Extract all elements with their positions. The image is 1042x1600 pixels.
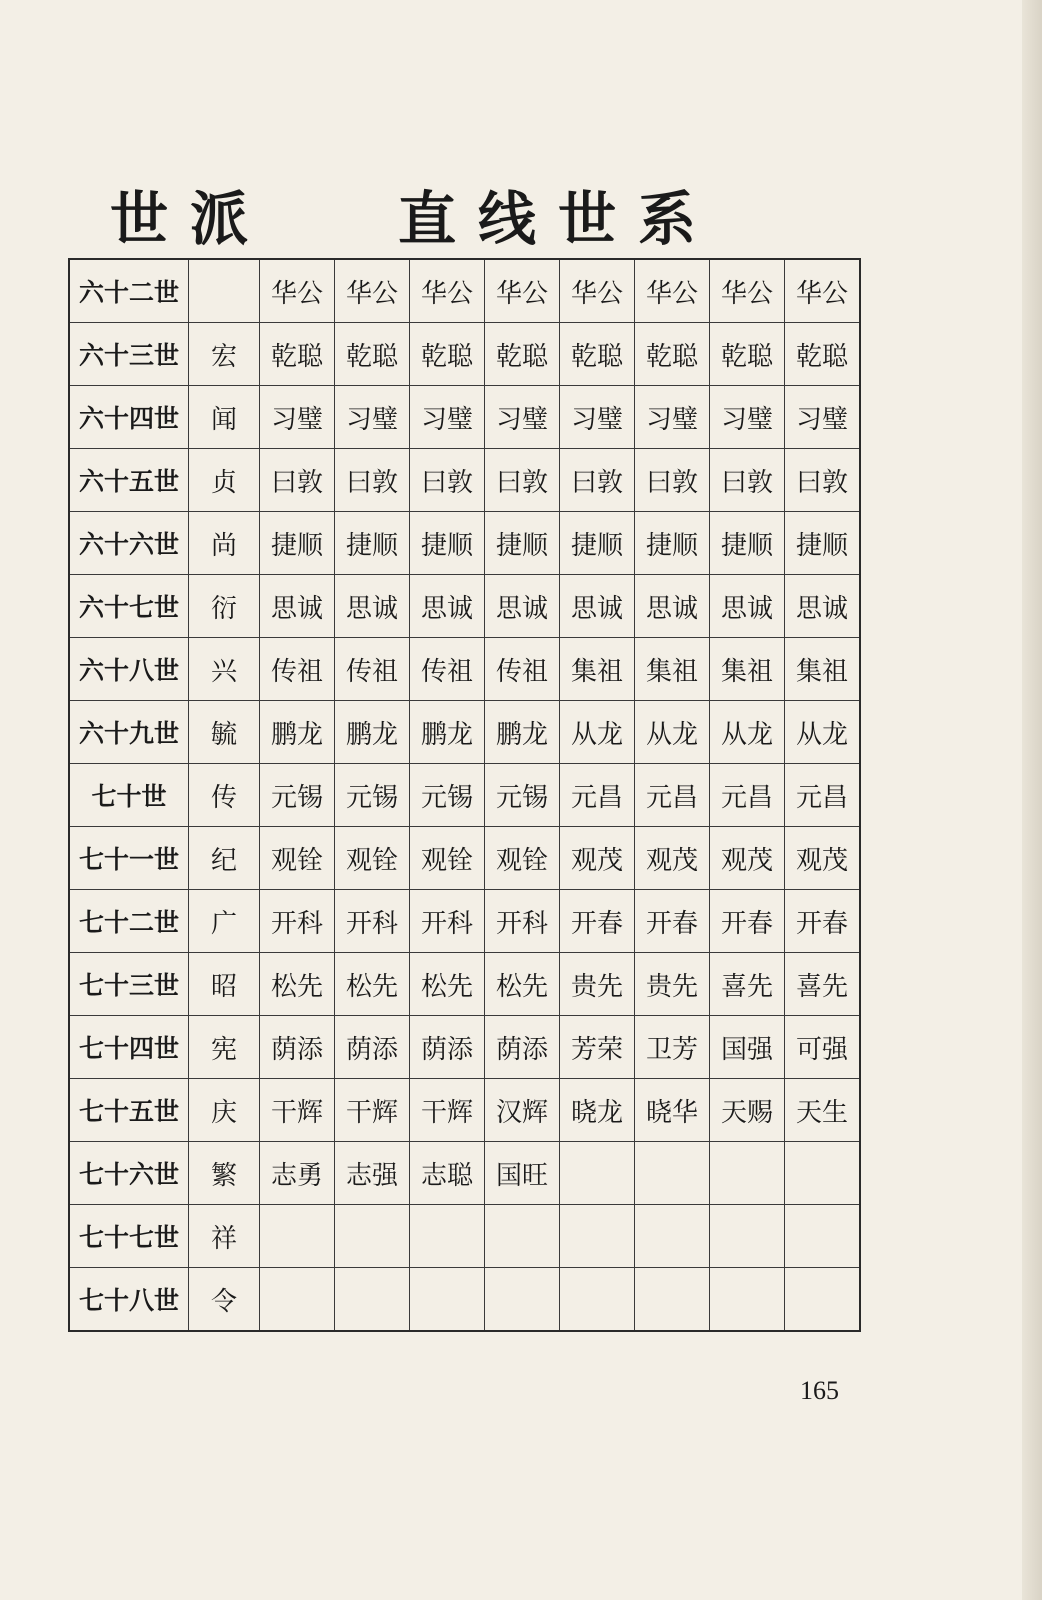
name-cell: 晓华 bbox=[635, 1079, 710, 1142]
name-cell: 从龙 bbox=[710, 701, 785, 764]
name-cell bbox=[335, 1268, 410, 1332]
name-cell: 捷顺 bbox=[485, 512, 560, 575]
name-cell: 天赐 bbox=[710, 1079, 785, 1142]
table-row bbox=[69, 323, 860, 386]
name-cell: 习璧 bbox=[410, 386, 485, 449]
name-cell: 元昌 bbox=[560, 764, 635, 827]
name-cell: 曰敦 bbox=[410, 449, 485, 512]
name-cell: 贵先 bbox=[560, 953, 635, 1016]
name-cell: 开春 bbox=[560, 890, 635, 953]
generation-cell: 六十八世 bbox=[69, 638, 189, 701]
table-row bbox=[69, 449, 860, 512]
page-title: 直线世系 bbox=[398, 185, 719, 253]
name-cell: 习璧 bbox=[485, 386, 560, 449]
name-cell: 捷顺 bbox=[410, 512, 485, 575]
pai-character-cell: 衍 bbox=[189, 575, 260, 638]
name-cell bbox=[260, 1205, 335, 1268]
name-cell: 开科 bbox=[260, 890, 335, 953]
name-cell: 华公 bbox=[635, 259, 710, 323]
name-cell: 华公 bbox=[785, 259, 861, 323]
name-cell: 卫芳 bbox=[635, 1016, 710, 1079]
table-row bbox=[69, 512, 860, 575]
table-row bbox=[69, 386, 860, 449]
name-cell: 喜先 bbox=[785, 953, 861, 1016]
lineage-table bbox=[68, 258, 861, 1332]
pai-character-cell: 传 bbox=[189, 764, 260, 827]
name-cell: 可强 bbox=[785, 1016, 861, 1079]
generation-cell: 七十六世 bbox=[69, 1142, 189, 1205]
name-cell: 鹏龙 bbox=[410, 701, 485, 764]
name-cell: 开科 bbox=[410, 890, 485, 953]
name-cell bbox=[635, 1205, 710, 1268]
name-cell bbox=[635, 1142, 710, 1205]
name-cell: 松先 bbox=[335, 953, 410, 1016]
page-number: 165 bbox=[800, 1376, 839, 1405]
name-cell: 乾聪 bbox=[485, 323, 560, 386]
generation-cell: 六十二世 bbox=[69, 259, 189, 323]
name-cell bbox=[785, 1268, 861, 1332]
name-cell: 乾聪 bbox=[710, 323, 785, 386]
name-cell: 松先 bbox=[410, 953, 485, 1016]
pai-character-cell: 令 bbox=[189, 1268, 260, 1332]
name-cell: 观茂 bbox=[560, 827, 635, 890]
table-row bbox=[69, 1142, 860, 1205]
name-cell bbox=[785, 1205, 861, 1268]
generation-cell: 六十九世 bbox=[69, 701, 189, 764]
name-cell bbox=[560, 1268, 635, 1332]
name-cell: 捷顺 bbox=[635, 512, 710, 575]
name-cell: 志勇 bbox=[260, 1142, 335, 1205]
name-cell bbox=[710, 1142, 785, 1205]
name-cell: 芳荣 bbox=[560, 1016, 635, 1079]
name-cell: 松先 bbox=[260, 953, 335, 1016]
name-cell: 观铨 bbox=[485, 827, 560, 890]
pai-character-cell: 闻 bbox=[189, 386, 260, 449]
name-cell: 干辉 bbox=[335, 1079, 410, 1142]
name-cell: 乾聪 bbox=[335, 323, 410, 386]
name-cell: 捷顺 bbox=[710, 512, 785, 575]
name-cell: 华公 bbox=[485, 259, 560, 323]
name-cell: 集祖 bbox=[560, 638, 635, 701]
name-cell: 元锡 bbox=[410, 764, 485, 827]
pai-character-cell: 宪 bbox=[189, 1016, 260, 1079]
name-cell: 开春 bbox=[635, 890, 710, 953]
generation-cell: 七十三世 bbox=[69, 953, 189, 1016]
name-cell: 松先 bbox=[485, 953, 560, 1016]
name-cell bbox=[410, 1268, 485, 1332]
name-cell: 干辉 bbox=[410, 1079, 485, 1142]
name-cell: 志强 bbox=[335, 1142, 410, 1205]
name-cell bbox=[560, 1142, 635, 1205]
name-cell: 观铨 bbox=[335, 827, 410, 890]
table-row bbox=[69, 259, 860, 323]
pai-character-cell: 祥 bbox=[189, 1205, 260, 1268]
section-title: 世派 bbox=[110, 185, 271, 253]
name-cell: 曰敦 bbox=[335, 449, 410, 512]
name-cell: 乾聪 bbox=[560, 323, 635, 386]
pai-character-cell: 兴 bbox=[189, 638, 260, 701]
name-cell: 国旺 bbox=[485, 1142, 560, 1205]
name-cell: 集祖 bbox=[710, 638, 785, 701]
name-cell: 荫添 bbox=[335, 1016, 410, 1079]
pai-character-cell bbox=[189, 259, 260, 323]
name-cell: 华公 bbox=[260, 259, 335, 323]
name-cell: 乾聪 bbox=[635, 323, 710, 386]
name-cell: 乾聪 bbox=[785, 323, 861, 386]
name-cell: 曰敦 bbox=[785, 449, 861, 512]
table-row bbox=[69, 1268, 860, 1332]
generation-cell: 六十四世 bbox=[69, 386, 189, 449]
name-cell: 捷顺 bbox=[785, 512, 861, 575]
name-cell: 乾聪 bbox=[410, 323, 485, 386]
name-cell: 开科 bbox=[335, 890, 410, 953]
name-cell: 国强 bbox=[710, 1016, 785, 1079]
generation-cell: 七十五世 bbox=[69, 1079, 189, 1142]
name-cell: 荫添 bbox=[260, 1016, 335, 1079]
name-cell: 从龙 bbox=[635, 701, 710, 764]
table-row bbox=[69, 1205, 860, 1268]
name-cell: 乾聪 bbox=[260, 323, 335, 386]
name-cell: 华公 bbox=[560, 259, 635, 323]
generation-cell: 六十三世 bbox=[69, 323, 189, 386]
page-edge bbox=[1022, 0, 1042, 1600]
pai-character-cell: 宏 bbox=[189, 323, 260, 386]
table-row bbox=[69, 575, 860, 638]
name-cell: 曰敦 bbox=[260, 449, 335, 512]
name-cell: 鹏龙 bbox=[335, 701, 410, 764]
name-cell: 习璧 bbox=[335, 386, 410, 449]
pai-character-cell: 繁 bbox=[189, 1142, 260, 1205]
generation-cell: 七十八世 bbox=[69, 1268, 189, 1332]
table-row bbox=[69, 764, 860, 827]
name-cell: 曰敦 bbox=[710, 449, 785, 512]
name-cell: 传祖 bbox=[410, 638, 485, 701]
name-cell: 天生 bbox=[785, 1079, 861, 1142]
name-cell bbox=[410, 1205, 485, 1268]
name-cell: 捷顺 bbox=[335, 512, 410, 575]
name-cell bbox=[710, 1205, 785, 1268]
name-cell: 集祖 bbox=[635, 638, 710, 701]
pai-character-cell: 尚 bbox=[189, 512, 260, 575]
generation-cell: 七十四世 bbox=[69, 1016, 189, 1079]
name-cell: 习璧 bbox=[560, 386, 635, 449]
name-cell: 集祖 bbox=[785, 638, 861, 701]
name-cell: 荫添 bbox=[485, 1016, 560, 1079]
name-cell: 元昌 bbox=[785, 764, 861, 827]
name-cell bbox=[260, 1268, 335, 1332]
name-cell: 干辉 bbox=[260, 1079, 335, 1142]
name-cell bbox=[785, 1142, 861, 1205]
pai-character-cell: 昭 bbox=[189, 953, 260, 1016]
name-cell: 思诚 bbox=[560, 575, 635, 638]
generation-cell: 七十世 bbox=[69, 764, 189, 827]
name-cell: 思诚 bbox=[260, 575, 335, 638]
name-cell: 鹏龙 bbox=[260, 701, 335, 764]
table-row bbox=[69, 890, 860, 953]
table-row bbox=[69, 1079, 860, 1142]
pai-character-cell: 毓 bbox=[189, 701, 260, 764]
name-cell: 思诚 bbox=[785, 575, 861, 638]
name-cell: 曰敦 bbox=[485, 449, 560, 512]
name-cell: 思诚 bbox=[335, 575, 410, 638]
name-cell bbox=[635, 1268, 710, 1332]
name-cell: 传祖 bbox=[485, 638, 560, 701]
name-cell: 开春 bbox=[785, 890, 861, 953]
name-cell: 捷顺 bbox=[560, 512, 635, 575]
name-cell: 从龙 bbox=[785, 701, 861, 764]
name-cell: 曰敦 bbox=[635, 449, 710, 512]
name-cell: 曰敦 bbox=[560, 449, 635, 512]
name-cell: 元锡 bbox=[485, 764, 560, 827]
pai-character-cell: 庆 bbox=[189, 1079, 260, 1142]
generation-cell: 六十六世 bbox=[69, 512, 189, 575]
table-row bbox=[69, 701, 860, 764]
name-cell: 贵先 bbox=[635, 953, 710, 1016]
name-cell: 开科 bbox=[485, 890, 560, 953]
lineage-table-body bbox=[69, 259, 860, 1331]
name-cell: 鹏龙 bbox=[485, 701, 560, 764]
name-cell: 华公 bbox=[710, 259, 785, 323]
name-cell: 思诚 bbox=[710, 575, 785, 638]
generation-cell: 七十二世 bbox=[69, 890, 189, 953]
name-cell: 习璧 bbox=[710, 386, 785, 449]
name-cell bbox=[335, 1205, 410, 1268]
table-row bbox=[69, 827, 860, 890]
name-cell: 晓龙 bbox=[560, 1079, 635, 1142]
name-cell: 观茂 bbox=[635, 827, 710, 890]
name-cell: 传祖 bbox=[335, 638, 410, 701]
pai-character-cell: 纪 bbox=[189, 827, 260, 890]
name-cell: 华公 bbox=[335, 259, 410, 323]
name-cell bbox=[485, 1205, 560, 1268]
name-cell: 思诚 bbox=[410, 575, 485, 638]
generation-cell: 六十七世 bbox=[69, 575, 189, 638]
name-cell: 从龙 bbox=[560, 701, 635, 764]
name-cell: 喜先 bbox=[710, 953, 785, 1016]
name-cell: 元昌 bbox=[710, 764, 785, 827]
name-cell: 观茂 bbox=[710, 827, 785, 890]
generation-cell: 七十七世 bbox=[69, 1205, 189, 1268]
name-cell: 观铨 bbox=[260, 827, 335, 890]
name-cell: 习璧 bbox=[635, 386, 710, 449]
name-cell: 观铨 bbox=[410, 827, 485, 890]
name-cell: 华公 bbox=[410, 259, 485, 323]
name-cell: 思诚 bbox=[485, 575, 560, 638]
name-cell: 习璧 bbox=[260, 386, 335, 449]
name-cell: 开春 bbox=[710, 890, 785, 953]
pai-character-cell: 贞 bbox=[189, 449, 260, 512]
name-cell: 传祖 bbox=[260, 638, 335, 701]
name-cell: 观茂 bbox=[785, 827, 861, 890]
pai-character-cell: 广 bbox=[189, 890, 260, 953]
name-cell: 元昌 bbox=[635, 764, 710, 827]
name-cell bbox=[560, 1205, 635, 1268]
name-cell: 荫添 bbox=[410, 1016, 485, 1079]
name-cell: 汉辉 bbox=[485, 1079, 560, 1142]
name-cell: 习璧 bbox=[785, 386, 861, 449]
name-cell: 思诚 bbox=[635, 575, 710, 638]
table-row bbox=[69, 638, 860, 701]
name-cell: 元锡 bbox=[335, 764, 410, 827]
name-cell bbox=[485, 1268, 560, 1332]
name-cell: 元锡 bbox=[260, 764, 335, 827]
table-row bbox=[69, 1016, 860, 1079]
generation-cell: 六十五世 bbox=[69, 449, 189, 512]
table-row bbox=[69, 953, 860, 1016]
generation-cell: 七十一世 bbox=[69, 827, 189, 890]
name-cell: 志聪 bbox=[410, 1142, 485, 1205]
name-cell bbox=[710, 1268, 785, 1332]
name-cell: 捷顺 bbox=[260, 512, 335, 575]
